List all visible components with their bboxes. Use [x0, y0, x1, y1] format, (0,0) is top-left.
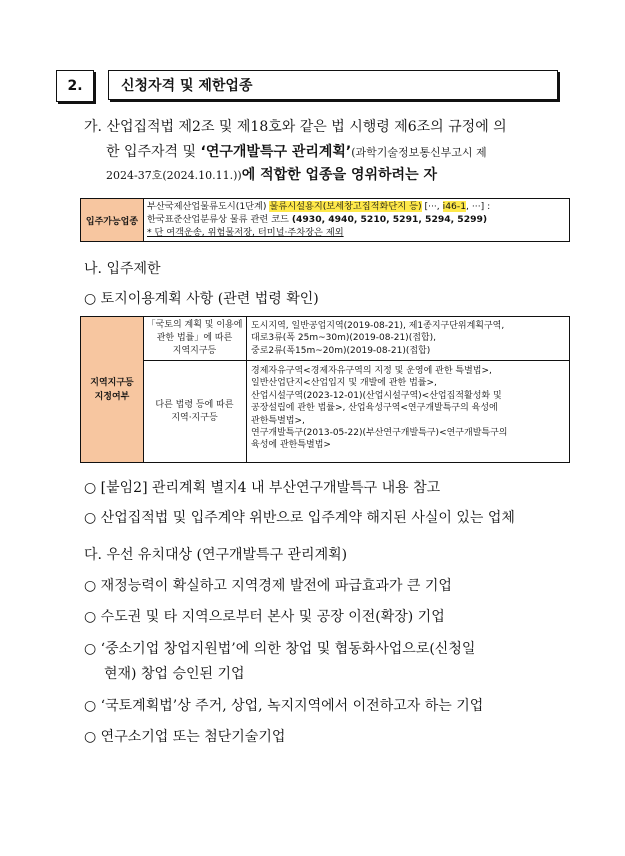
- zoning-sub1-1: 「국토의 계획 및 이용에: [146, 320, 243, 330]
- permitted-business-label: 입주가능업종: [81, 199, 144, 241]
- zoning-sub2-1: 다른 법령 등에 따른: [155, 399, 234, 410]
- bullet-icon: ○: [84, 729, 97, 745]
- zoning-val2-line: 공장설립에 관한 법률>, 산업육성구역<연구개발특구의 육성에: [251, 403, 498, 414]
- ga-marker: 가.: [84, 119, 102, 135]
- da-item-2-text: 수도권 및 타 지역으로부터 본사 및 공장 이전(확장) 기업: [100, 609, 445, 625]
- da-title: 우선 유치대상 (연구개발특구 관리계획): [106, 547, 348, 563]
- zoning-val2-line: 경제자유구역<경제자유구역의 지정 및 운영에 관한 특별법>,: [251, 366, 492, 376]
- ga-text-3b: 에 적합한 업종을 영위하려는 자: [241, 167, 437, 183]
- da-item-4-text: ‘국토계획법’상 주거, 상업, 녹지지역에서 이전하고자 하는 기업: [100, 698, 484, 714]
- da-item-4: [84, 697, 483, 715]
- na-heading: [84, 260, 161, 278]
- zoning-val1-line: 중로2류(폭15m~20m)(2019-08-21)(접합): [251, 345, 431, 356]
- zoning-value-national: [248, 320, 569, 357]
- ga-line-2: [106, 143, 487, 162]
- biz-row-2: [147, 213, 566, 226]
- zoning-sub-national: [143, 317, 247, 360]
- zoning-sub2-2: 지역·지구등: [171, 412, 218, 423]
- biz-row-1-c: , ···] :: [466, 201, 491, 212]
- da-item-3-text: ‘중소기업 창업지원법’에 의한 창업 및 협동화사업으로(신청일: [100, 641, 476, 657]
- na-title: 입주제한: [106, 261, 161, 277]
- biz-row-1: [147, 200, 566, 213]
- na-marker: 나.: [84, 261, 102, 277]
- zoning-table: [80, 316, 570, 463]
- da-heading: [84, 546, 347, 564]
- na-item-3: [84, 509, 515, 527]
- bullet-icon: ○: [84, 698, 97, 714]
- section-title: 신청자격 및 제한업종: [108, 70, 558, 100]
- zoning-table-label: [81, 317, 144, 462]
- zoning-val2-line: 육성에 관한특별법>: [251, 440, 331, 451]
- na-item-2-text: [붙임2] 관리계획 별지4 내 부산연구개발특구 내용 참고: [100, 480, 441, 496]
- zoning-val2-line: 산업시설구역(2023-12-01)(산업시설구역)<산업집적활성화 및: [251, 390, 502, 401]
- da-item-1: [84, 577, 452, 595]
- bullet-icon: ○: [84, 578, 97, 594]
- zoning-sub-other: [143, 361, 247, 462]
- ga-text-3a: 2024-37호(2024.10.11.)): [106, 169, 242, 182]
- da-item-2: [84, 608, 445, 626]
- zoning-val2-line: 관한특별법>,: [251, 415, 305, 426]
- zoning-val2-line: 연구개발특구(2013-05-22)(부산연구개발특구)<연구개발특구의: [251, 428, 508, 439]
- section-number: 2.: [56, 70, 94, 102]
- ga-text-2a: 한 입주자격 및: [106, 144, 201, 160]
- zoning-label-1: 지역지구등: [90, 377, 134, 388]
- biz-row-1-highlight: 물류시설용지(보세창고집적화단지 등): [269, 201, 422, 212]
- ga-text-2b: ‘연구개발특구 관리계획’: [200, 144, 352, 160]
- ga-line-1: [84, 118, 507, 136]
- da-item-3-cont: [104, 665, 245, 683]
- na-item-1-text: 토지이용계획 사항 (관련 법령 확인): [100, 291, 319, 307]
- permitted-business-content: [144, 199, 569, 241]
- zoning-sub1-3: 지역지구등: [172, 346, 217, 356]
- bullet-icon: ○: [84, 480, 97, 496]
- da-item-3: [84, 640, 475, 658]
- biz-row-3: * 단 여객운송, 위험물저장, 터미널·주차장은 제외: [147, 227, 344, 238]
- biz-row-2-codes: (4930, 4940, 5210, 5291, 5294, 5299): [291, 214, 488, 225]
- ga-text-1: 산업집적법 제2조 및 제18호와 같은 법 시행령 제6조의 규정에 의: [106, 119, 507, 135]
- na-item-1: [84, 290, 319, 308]
- da-marker: 다.: [84, 547, 102, 563]
- ga-text-2c: (과학기술정보통신부고시 제: [351, 146, 487, 159]
- permitted-business-box: [80, 198, 570, 242]
- zoning-val1-line: 대로3류(폭 25m~30m)(2019-08-21)(접합),: [251, 333, 436, 344]
- da-item-1-text: 재정능력이 확실하고 지역경제 발전에 파급효과가 큰 기업: [100, 578, 452, 594]
- da-item-5: [84, 728, 285, 746]
- zoning-val1-line: 도시지역, 일반공업지역(2019-08-21), 제1종지구단위계획구역,: [251, 321, 505, 331]
- biz-row-1-b: [···,: [421, 201, 443, 212]
- zoning-value-other: [248, 365, 569, 452]
- na-item-2: [84, 479, 440, 497]
- zoning-sub1-2: 관한 법률」에 따른: [156, 333, 233, 343]
- biz-row-1-a: 부산국제산업물류도시(1단계): [147, 201, 270, 212]
- bullet-icon: ○: [84, 291, 97, 307]
- biz-row-2-a: 한국표준산업분류상 물류 관련 코드: [147, 214, 292, 225]
- bullet-icon: ○: [84, 641, 97, 657]
- zoning-label-2: 지정여부: [94, 391, 130, 402]
- ga-line-3: [106, 166, 437, 185]
- bullet-icon: ○: [84, 609, 97, 625]
- na-item-3-text: 산업집적법 및 입주계약 위반으로 입주계약 해지된 사실이 있는 업체: [100, 510, 515, 526]
- biz-row-1-highlight-2: i46-1: [442, 201, 467, 212]
- bullet-icon: ○: [84, 510, 97, 526]
- da-item-3-text-cont: 현재) 창업 승인된 기업: [104, 666, 245, 682]
- da-item-5-text: 연구소기업 또는 첨단기술기업: [100, 729, 286, 745]
- zoning-val2-line: 일반산업단지<산업입지 및 개발에 관한 법률>,: [251, 378, 437, 389]
